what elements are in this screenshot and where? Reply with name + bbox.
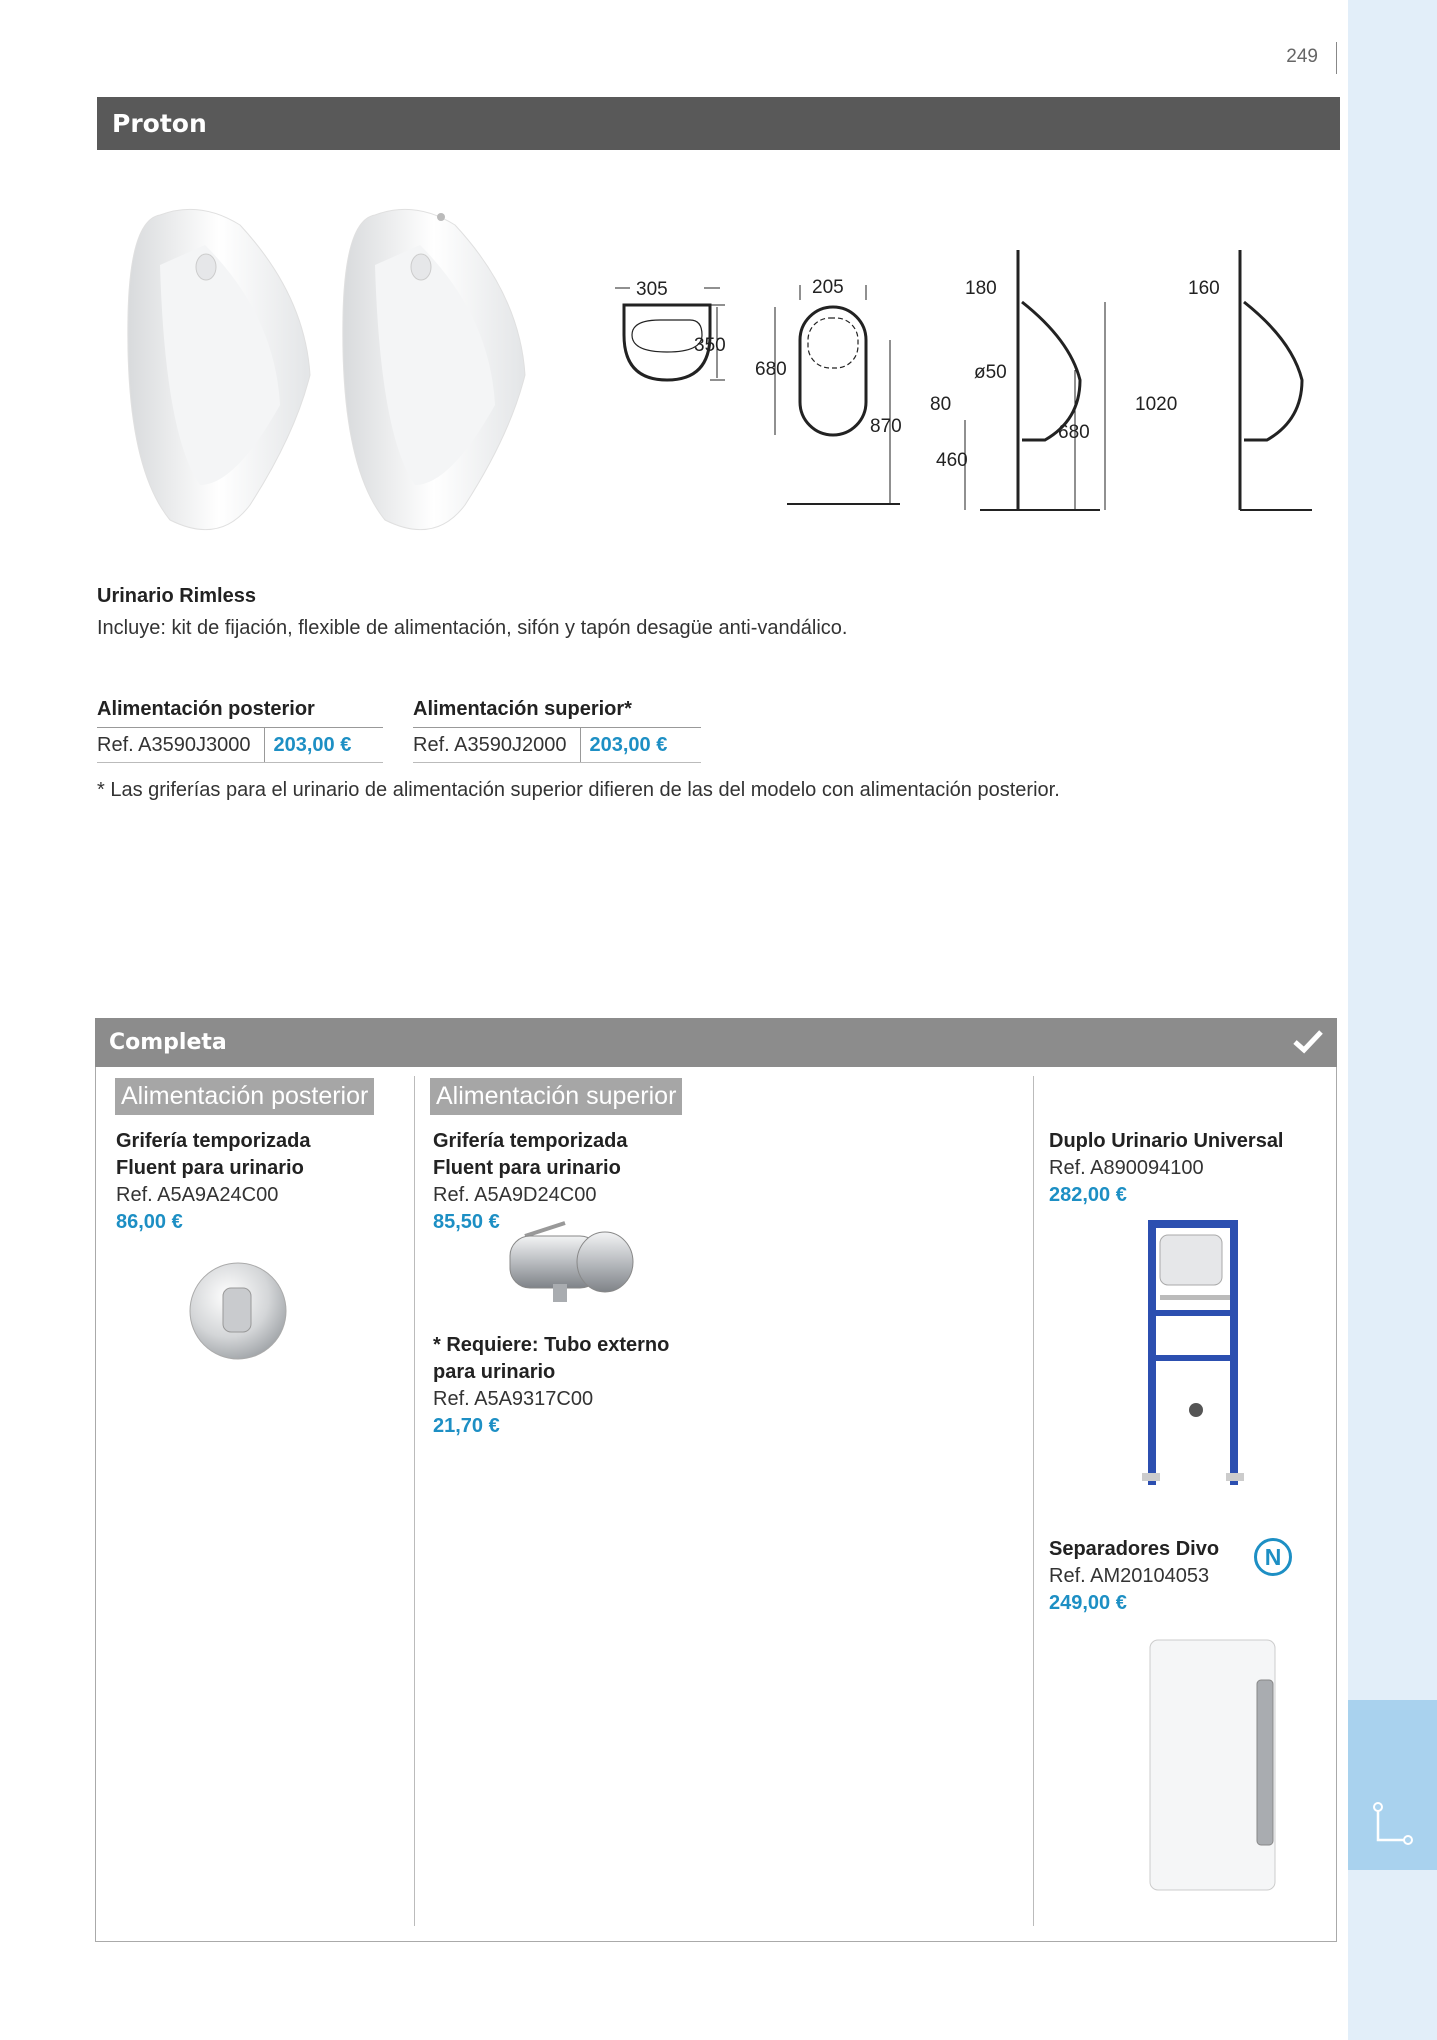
section-header	[97, 97, 1340, 150]
column-divider	[414, 1076, 415, 1926]
dim-front-height: 680	[755, 359, 787, 380]
dim-side-rim: 680	[1058, 422, 1090, 443]
product-name: Urinario Rimless	[97, 585, 256, 607]
product-ref: Ref. AM20104053	[1049, 1565, 1210, 1587]
duplo-frame-image	[1130, 1215, 1260, 1490]
variant-price: 203,00 €	[273, 734, 352, 756]
product-name-line: Duplo Urinario Universal	[1049, 1130, 1284, 1152]
dim-side-top: 180	[965, 278, 997, 299]
product-price: 85,50 €	[433, 1211, 500, 1233]
product-name-line: Separadores Divo	[1049, 1538, 1220, 1560]
page-number: 249	[1286, 46, 1318, 67]
footnote: * Las griferías para el urinario de alimentación superior difieren de las del modelo con alimentación posterior.	[97, 779, 1060, 801]
dim-top-width: 305	[636, 279, 668, 300]
dim-side-outlet-height: 460	[936, 450, 968, 471]
urinal-photo-rear	[128, 209, 310, 529]
flush-valve-top-image	[505, 1218, 640, 1308]
dim-side-outlet-offset: 80	[930, 394, 952, 415]
drawing-top-view	[615, 288, 725, 380]
flush-valve-rear-image	[185, 1258, 291, 1364]
urinal-photo-top	[343, 209, 525, 529]
section-title: Proton	[112, 109, 207, 138]
divo-separator-image	[1145, 1635, 1285, 1895]
product-name-line: Fluent para urinario	[116, 1157, 304, 1179]
product-ref: Ref. A5A9317C00	[433, 1388, 594, 1410]
variant-top	[413, 698, 701, 763]
product-external-tube	[433, 1332, 669, 1440]
variant-title: Alimentación posterior	[97, 698, 383, 728]
dim-side-outlet: ø50	[974, 362, 1007, 383]
variant-ref: Ref. A3590J3000	[97, 728, 265, 762]
drawing-side-view-top	[1240, 250, 1312, 510]
column-divider	[1033, 1076, 1034, 1926]
product-price: 282,00 €	[1049, 1184, 1127, 1206]
check-icon	[1293, 1028, 1323, 1054]
product-price: 249,00 €	[1049, 1592, 1127, 1614]
urinal-section-icon	[1366, 1800, 1416, 1850]
tag-rear-feed: Alimentación posterior	[115, 1078, 374, 1115]
dim-front-width: 205	[812, 277, 844, 298]
tag-top-feed: Alimentación superior	[430, 1078, 682, 1115]
product-description: Incluye: kit de fijación, flexible de alimentación, sifón y tapón desagüe anti-vandálico.	[97, 617, 848, 639]
product-fluent-rear	[116, 1128, 311, 1236]
variant-price: 203,00 €	[589, 734, 668, 756]
dim-side2-top: 160	[1188, 278, 1220, 299]
product-name-line: Grifería temporizada	[433, 1130, 628, 1152]
product-divo	[1049, 1536, 1219, 1617]
product-name-line: Grifería temporizada	[116, 1130, 311, 1152]
dim-front-floor: 870	[870, 416, 902, 437]
product-name-line: Fluent para urinario	[433, 1157, 621, 1179]
completa-title: Completa	[109, 1030, 227, 1055]
new-badge: N	[1254, 1538, 1292, 1576]
dim-top-depth: 350	[694, 335, 726, 356]
variant-ref: Ref. A3590J2000	[413, 728, 581, 762]
product-name-line: para urinario	[433, 1361, 556, 1383]
product-ref: Ref. A5A9D24C00	[433, 1184, 597, 1206]
page-divider	[1336, 42, 1337, 74]
technical-drawings	[600, 240, 1320, 530]
product-name-line: * Requiere: Tubo externo	[433, 1334, 670, 1356]
variant-rear	[97, 698, 383, 763]
product-duplo	[1049, 1128, 1284, 1209]
product-photos	[120, 205, 540, 545]
product-ref: Ref. A5A9A24C00	[116, 1184, 279, 1206]
variant-title: Alimentación superior*	[413, 698, 701, 728]
product-price: 21,70 €	[433, 1415, 500, 1437]
section-tab[interactable]	[1348, 1700, 1437, 1870]
completa-header	[95, 1018, 1337, 1067]
drawing-front-view	[775, 285, 900, 504]
product-price: 86,00 €	[116, 1211, 183, 1233]
product-ref: Ref. A890094100	[1049, 1157, 1204, 1179]
dim-side-total: 1020	[1135, 394, 1178, 415]
